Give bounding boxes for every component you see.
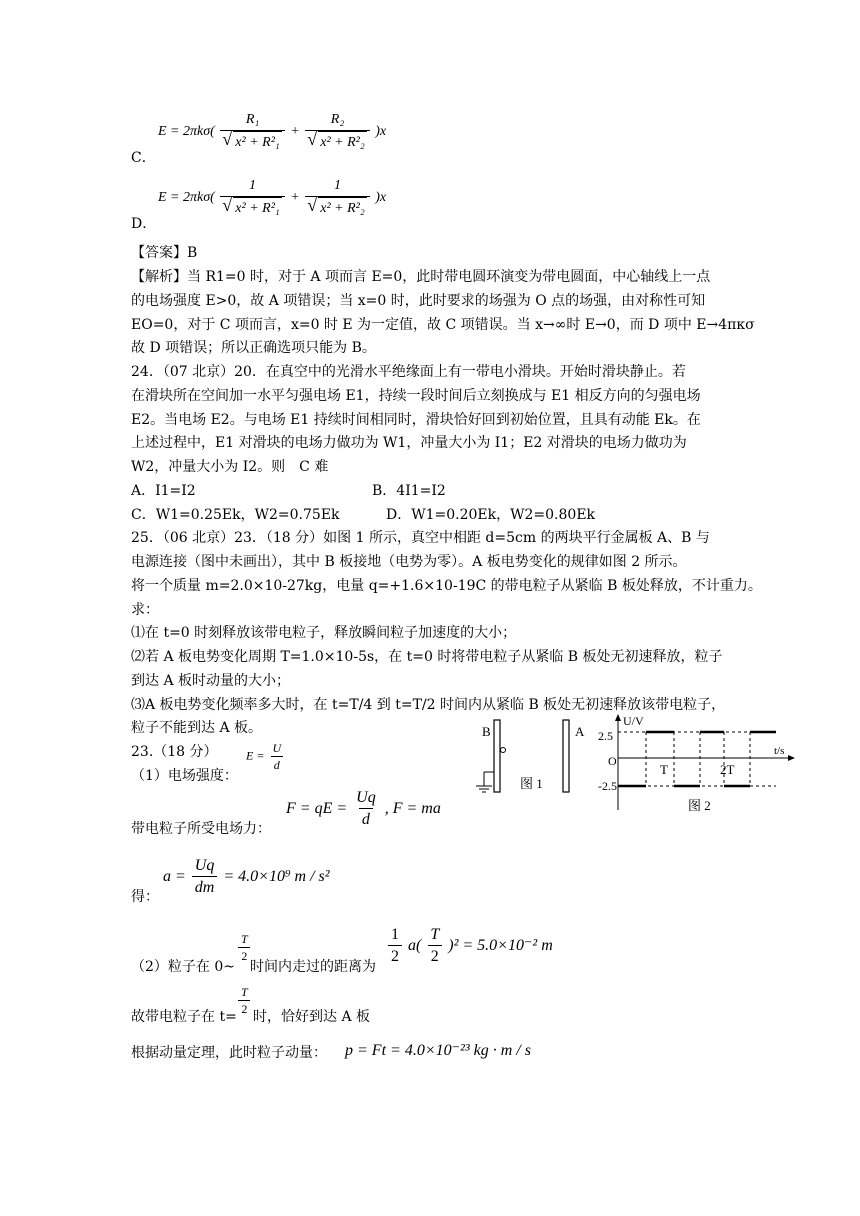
q25-line: ⑶A 板电势变化频率多大时，在 t=T/4 到 t=T/2 时间内从紧临 B 板处无初速释放该带电粒子， — [131, 697, 726, 713]
figure-1 — [470, 712, 610, 816]
fraction-denominator: 2 — [238, 947, 250, 964]
plate-a-label: A — [575, 724, 585, 739]
formula-distance — [386, 925, 553, 968]
fraction-denominator: 2 — [388, 945, 402, 968]
option-c-formula — [158, 110, 386, 154]
fraction-denominator: 2 — [428, 945, 442, 968]
fraction — [269, 740, 284, 773]
analysis-line: 故 D 项错误；所以正确选项只能为 B。 — [131, 340, 376, 356]
q24-option-a: A．I1=I2 — [131, 483, 196, 499]
q25-line: 25．（06 北京）23．（18 分）如图 1 所示，真空中相距 d=5cm 的两块平行金属板 A、B 与 — [131, 530, 710, 546]
fraction — [238, 984, 251, 1017]
formula-text: )² = 5.0×10⁻² m — [448, 937, 553, 955]
q25-line: 求： — [131, 602, 159, 618]
sqrt-term: √ x² + R²₂ — [318, 131, 366, 154]
solution-step-4b: 时间内走过的距离为 — [250, 959, 376, 975]
solution-step-1: （1）电场强度： — [131, 768, 238, 784]
q24-option-d: D．W1=0.20Ek，W2=0.80Ek — [386, 507, 596, 523]
particle-icon — [501, 748, 506, 753]
q25-line: ⑵若 A 板电势变化周期 T=1.0×10-5s，在 t=0 时将带电粒子从紧临 B 板处无初速释放，粒子 — [131, 649, 723, 665]
solution-header: 23.（18 分） — [131, 744, 218, 760]
formula-text: )x — [375, 190, 387, 206]
solution-step-6: 根据动量定理，此时粒子动量： — [131, 1045, 327, 1061]
fraction — [192, 856, 218, 899]
formula-text: E = — [246, 748, 265, 763]
formula-text: = 4.0×10⁹ m / s² — [223, 868, 330, 886]
solution-step-3: 得： — [131, 889, 159, 905]
formula-text: F = qE = — [286, 800, 348, 818]
option-d-label: D． — [131, 216, 157, 232]
figure-2 — [596, 712, 796, 816]
plate-b — [494, 720, 500, 792]
sqrt-term: √ x² + R²₁ — [233, 131, 281, 154]
fraction — [427, 925, 442, 968]
fraction-t-2 — [236, 984, 253, 1017]
q24-line: 上述过程中，E1 对滑块的电场力做功为 W1，冲量大小为 I1；E2 对滑块的电场力做功为 — [131, 435, 687, 451]
sqrt-term: √ x² + R²₁ — [233, 197, 281, 220]
solution-step-5b: 时，恰好到达 A 板 — [253, 1009, 371, 1025]
fraction — [220, 176, 284, 220]
formula-text: E = 2πkσ( — [158, 190, 215, 206]
fraction-numerator: Uq — [356, 789, 376, 806]
fraction-numerator: T — [241, 985, 248, 999]
fraction-numerator: Uq — [194, 857, 215, 874]
q25-line: 到达 A 板时动量的大小； — [131, 673, 291, 689]
q25-line: 粒子不能到达 A 板。 — [131, 720, 263, 736]
fraction-denominator: 2 — [238, 1000, 250, 1017]
solution-step-4a: （2）粒子在 0~ — [131, 959, 235, 975]
fraction-numerator: 1 — [333, 178, 341, 193]
fraction — [238, 931, 251, 964]
formula-text: a( — [408, 937, 422, 955]
figure-2-caption: 图 2 — [688, 798, 711, 813]
formula-force — [286, 788, 441, 831]
fraction-denominator: d — [359, 808, 373, 831]
fraction — [305, 176, 369, 220]
fraction-numerator: T — [430, 926, 440, 943]
analysis-line: 【解析】当 R1=0 时，对于 A 项而言 E=0，此时带电圆环演变为带电圆面，中心轴线上一点 — [131, 269, 711, 285]
fraction — [353, 788, 379, 831]
figure-1-caption: 图 1 — [520, 776, 543, 791]
fraction-numerator: R₁ — [245, 112, 260, 127]
answer-line: 【答案】B — [131, 245, 198, 261]
tick-2t-label: 2T — [720, 762, 735, 777]
q24-option-b: B．4I1=I2 — [372, 483, 446, 499]
formula-text: )x — [375, 124, 387, 140]
y-tick-top: 2.5 — [598, 729, 613, 743]
fraction-numerator: T — [241, 932, 248, 946]
option-d-formula — [158, 176, 386, 220]
analysis-line: EO=0，对于 C 项而言，x=0 时 E 为一定值，故 C 项错误。当 x→∞时 E→0，而 D 项中 E→4πκσ — [131, 317, 755, 333]
formula-text: a = — [163, 868, 186, 886]
sqrt-term: √ x² + R²₂ — [318, 197, 366, 220]
q24-line: E2。当电场 E2。与电场 E1 持续时间相同时，滑块恰好回到初始位置，且具有动能 Ek。在 — [131, 412, 701, 428]
fraction-numerator: 1 — [249, 178, 257, 193]
formula-text: , F = ma — [384, 800, 441, 818]
q24-line: W2，冲量大小为 I2。则 C 难 — [131, 459, 329, 475]
option-c-label: C． — [131, 150, 156, 166]
fraction-numerator: 1 — [391, 926, 399, 943]
origin-label: O — [608, 754, 617, 768]
q24-line: 24．（07 北京）20．在真空中的光滑水平绝缘面上有一带电小滑块。开始时滑块静止。若 — [131, 364, 686, 380]
x-axis-label: t/s — [774, 745, 785, 757]
formula-acceleration — [163, 856, 330, 899]
plate-a — [563, 720, 569, 792]
fraction-denominator: d — [271, 756, 283, 773]
y-tick-bottom: -2.5 — [598, 779, 617, 793]
q25-line: 电源连接（图中未画出），其中 B 板接地（电势为零）。A 板电势变化的规律如图 2 所示。 — [131, 554, 687, 570]
q24-line: 在滑块所在空间加一水平匀强电场 E1，持续一段时间后立刻换成与 E1 相反方向的匀强电场 — [131, 388, 701, 404]
fraction-denominator: dm — [192, 876, 218, 899]
x-axis-arrow — [788, 755, 795, 761]
y-axis-label: U/V — [623, 714, 644, 728]
fraction — [388, 925, 402, 968]
formula-text: + — [290, 190, 300, 206]
tick-t-label: T — [660, 762, 668, 777]
formula-e-u-d — [246, 740, 286, 773]
q25-line: ⑴在 t=0 时刻释放该带电粒子，释放瞬间粒子加速度的大小； — [131, 625, 517, 641]
formula-text: E = 2πkσ( — [158, 124, 215, 140]
fraction-numerator: R₂ — [330, 112, 345, 127]
formula-text: + — [290, 124, 300, 140]
q25-line: 将一个质量 m=2.0×10-27kg，电量 q=+1.6×10-19C 的带电粒子从紧临 B 板处释放，不计重力。 — [131, 578, 762, 594]
fraction-numerator: U — [272, 741, 282, 755]
solution-step-2: 带电粒子所受电场力： — [131, 821, 271, 837]
plate-b-label: B — [482, 724, 491, 739]
formula-momentum: p = Ft = 4.0×10⁻²³ kg · m / s — [345, 1042, 531, 1059]
solution-step-5a: 故带电粒子在 t= — [131, 1009, 237, 1025]
y-axis-arrow — [615, 714, 621, 721]
fraction — [220, 110, 284, 154]
fraction — [305, 110, 369, 154]
q24-option-c: C．W1=0.25Ek，W2=0.75Ek — [131, 507, 340, 523]
analysis-line: 的电场强度 E>0，故 A 项错误；当 x=0 时，此时要求的场强为 O 点的场强，由对称性可知 — [131, 293, 706, 309]
